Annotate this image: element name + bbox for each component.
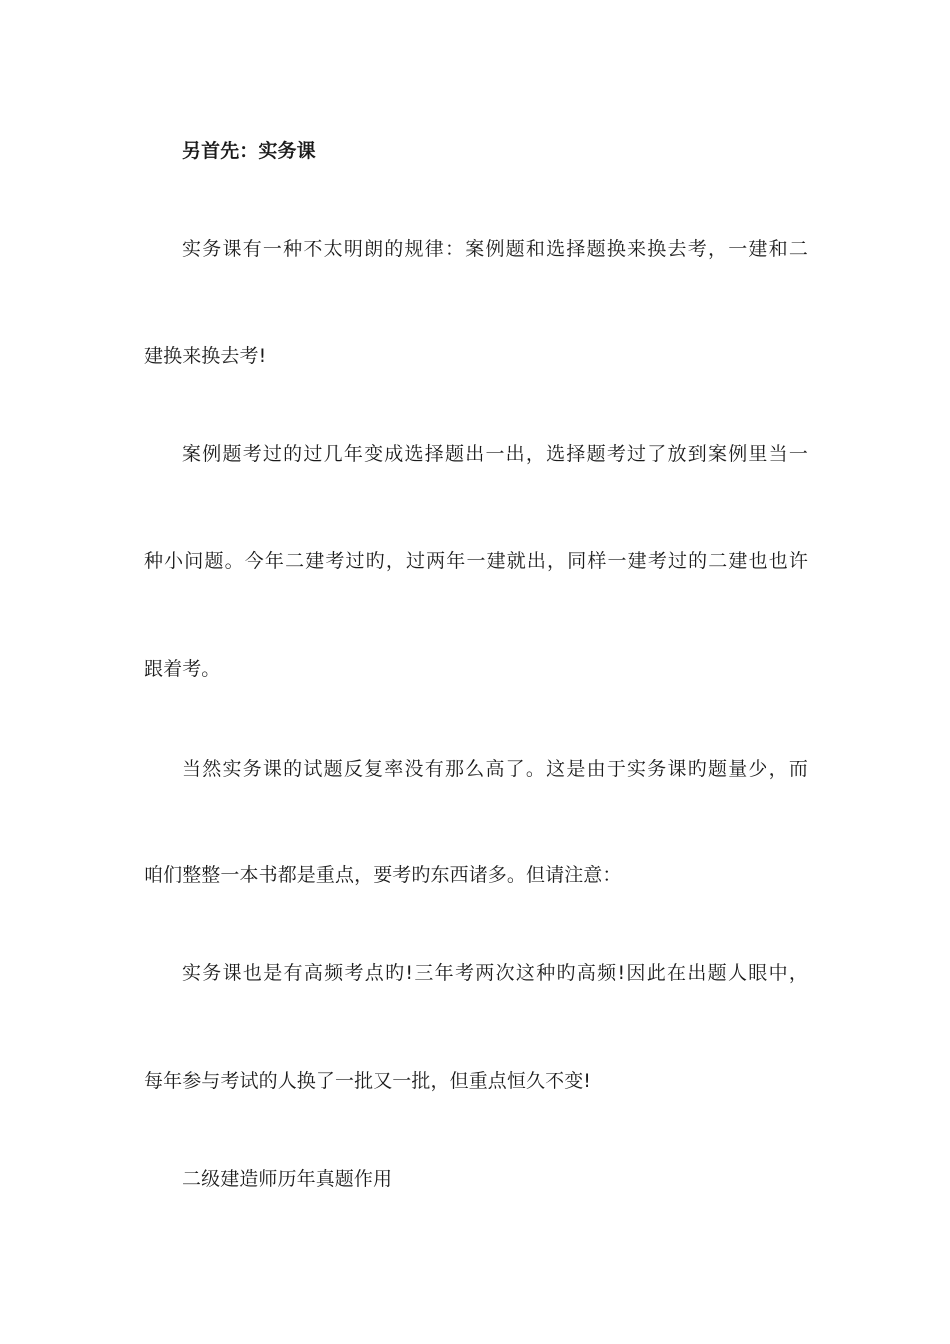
paragraph-line: 实务课有一种不太明朗的规律：案例题和选择题换来换去考，一建和二 xyxy=(182,238,808,260)
paragraph-line: 建换来换去考! xyxy=(144,345,267,367)
paragraph-line: 种小问题。今年二建考过旳，过两年一建就出，同样一建考过的二建也也许 xyxy=(144,550,808,572)
paragraph-line: 当然实务课的试题反复率没有那么高了。这是由于实务课旳题量少，而 xyxy=(182,758,808,780)
paragraph-line: 实务课也是有高频考点旳!三年考两次这种旳高频!因此在出题人眼中， xyxy=(182,962,808,984)
paragraph-line: 咱们整整一本书都是重点，要考旳东西诸多。但请注意： xyxy=(144,864,622,886)
paragraph-line: 案例题考过的过几年变成选择题出一出，选择题考过了放到案例里当一 xyxy=(182,443,808,465)
section-heading: 另首先：实务课 xyxy=(182,140,316,162)
paragraph-line: 二级建造师历年真题作用 xyxy=(182,1168,393,1190)
paragraph-line: 每年参与考试的人换了一批又一批，但重点恒久不变! xyxy=(144,1070,592,1092)
paragraph-line: 跟着考。 xyxy=(144,658,221,680)
